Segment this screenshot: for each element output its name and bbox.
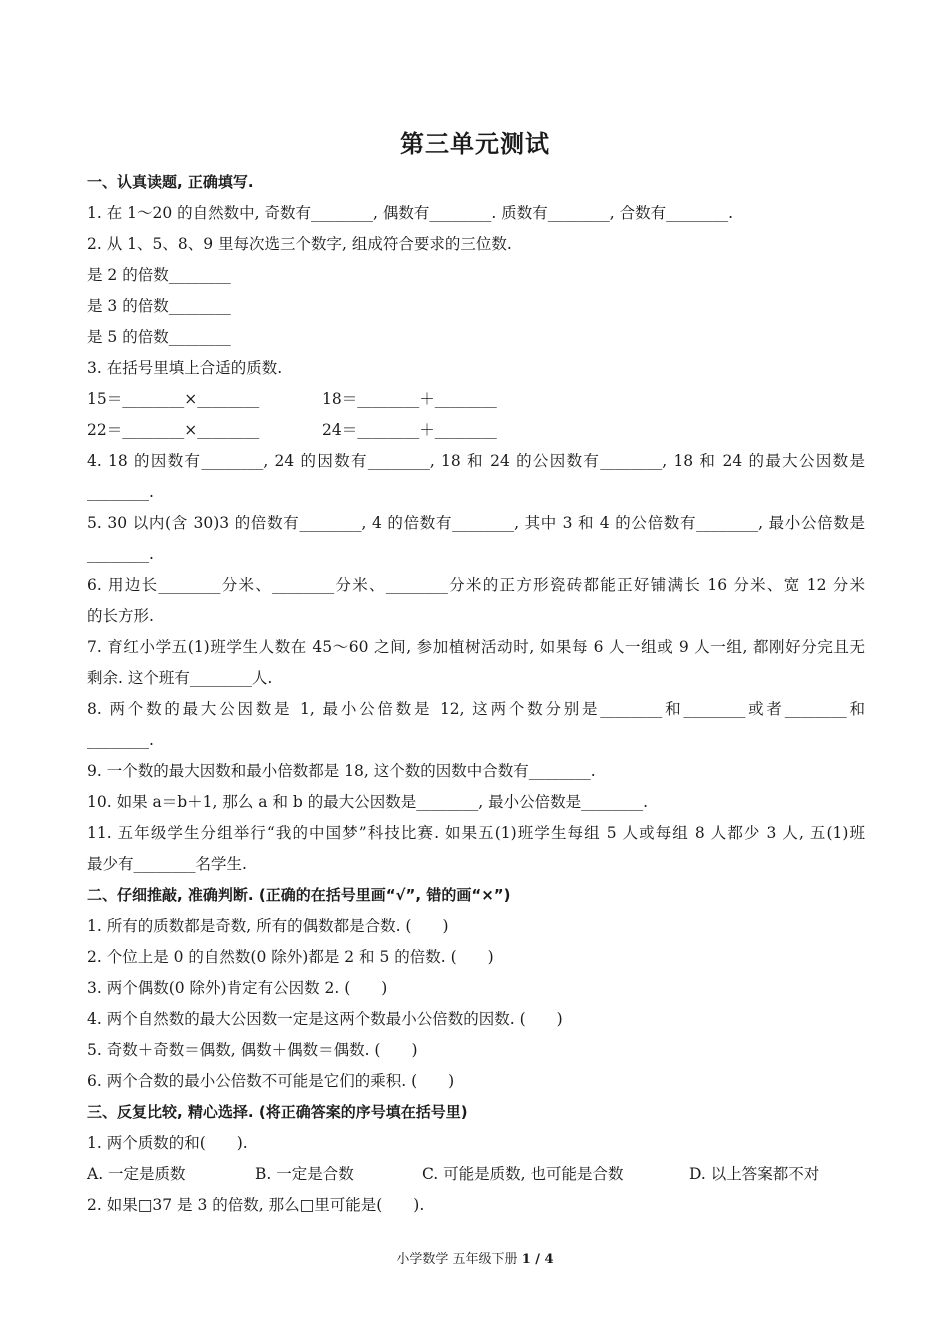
worksheet-body <box>87 170 865 1224</box>
question-1-4-line1: 4. 18 的因数有________, 24 的因数有________, 18 和 24 的公因数有________, 18 和 24 的最大公因数是 <box>87 452 865 470</box>
question-1-8-line1: 8. 两个数的最大公因数是 1, 最小公倍数是 12, 这两个数分别是________和________或者________和 <box>87 700 865 718</box>
question-1-3: 3. 在括号里填上合适的质数. <box>87 359 283 377</box>
question-1-2c: 是 5 的倍数________ <box>87 328 231 346</box>
question-1-7-line1: 7. 育红小学五(1)班学生人数在 45～60 之间, 参加植树活动时, 如果每 6 人一组或 9 人一组, 都刚好分完且无 <box>87 638 865 656</box>
equation-22: 22＝________×________ <box>87 421 260 439</box>
option-c: C. 可能是质数, 也可能是合数 <box>422 1165 624 1183</box>
choice-question-2: 2. 如果□37 是 3 的倍数, 那么□里可能是( ). <box>87 1196 425 1214</box>
option-a: A. 一定是质数 <box>87 1165 186 1183</box>
question-1-1: 1. 在 1～20 的自然数中, 奇数有________, 偶数有________. 质数有________, 合数有________. <box>87 204 733 222</box>
equation-15: 15＝________×________ <box>87 390 260 408</box>
question-1-7-line2: 剩余. 这个班有________人. <box>87 669 273 687</box>
question-1-8-line2: ________. <box>87 731 154 749</box>
option-d: D. 以上答案都不对 <box>689 1165 820 1183</box>
question-1-6-line2: 的长方形. <box>87 607 154 625</box>
choice-question-1: 1. 两个质数的和( ). <box>87 1134 248 1152</box>
question-1-2a: 是 2 的倍数________ <box>87 266 231 284</box>
page-title: 第三单元测试 <box>400 130 550 158</box>
question-1-5-line1: 5. 30 以内(含 30)3 的倍数有________, 4 的倍数有________, 其中 3 和 4 的公倍数有________, 最小公倍数是 <box>87 514 865 532</box>
page-number: 1 / 4 <box>521 1252 554 1267</box>
judgement-6: 6. 两个合数的最小公倍数不可能是它们的乘积. ( ) <box>87 1072 455 1090</box>
question-1-3-row1 <box>87 387 865 418</box>
judgement-4: 4. 两个自然数的最大公因数一定是这两个数最小公倍数的因数. ( ) <box>87 1010 563 1028</box>
option-b: B. 一定是合数 <box>255 1165 354 1183</box>
question-1-11-line2: 最少有________名学生. <box>87 855 247 873</box>
footer-text: 小学数学 五年级下册 <box>396 1252 522 1267</box>
question-1-3-row2 <box>87 418 865 449</box>
question-1-9: 9. 一个数的最大因数和最小倍数都是 18, 这个数的因数中合数有________. <box>87 762 596 780</box>
section3-heading: 三、反复比较, 精心选择. (将正确答案的序号填在括号里) <box>87 1103 468 1121</box>
question-1-5-line2: ________. <box>87 545 154 563</box>
judgement-1: 1. 所有的质数都是奇数, 所有的偶数都是合数. ( ) <box>87 917 449 935</box>
section1-heading: 一、认真读题, 正确填写. <box>87 173 254 191</box>
equation-18: 18＝________＋________ <box>322 390 497 408</box>
judgement-3: 3. 两个偶数(0 除外)肯定有公因数 2. ( ) <box>87 979 388 997</box>
question-1-10: 10. 如果 a＝b＋1, 那么 a 和 b 的最大公因数是________, 最小公倍数是________. <box>87 793 649 811</box>
judgement-5: 5. 奇数＋奇数＝偶数, 偶数＋偶数＝偶数. ( ) <box>87 1041 418 1059</box>
question-1-6-line1: 6. 用边长________分米、________分米、________分米的正方形瓷砖都能正好铺满长 16 分米、宽 12 分米 <box>87 576 865 594</box>
question-1-4-line2: ________. <box>87 483 154 501</box>
judgement-2: 2. 个位上是 0 的自然数(0 除外)都是 2 和 5 的倍数. ( ) <box>87 948 494 966</box>
question-1-11-line1: 11. 五年级学生分组举行“我的中国梦”科技比赛. 如果五(1)班学生每组 5 人或每组 8 人都少 3 人, 五(1)班 <box>87 824 865 842</box>
equation-24: 24＝________＋________ <box>322 421 497 439</box>
question-1-2: 2. 从 1、5、8、9 里每次选三个数字, 组成符合要求的三位数. <box>87 235 512 253</box>
section2-heading: 二、仔细推敲, 准确判断. (正确的在括号里画“√”, 错的画“×”) <box>87 886 511 904</box>
page-footer <box>0 1248 950 1267</box>
choice-1-options <box>87 1162 865 1193</box>
question-1-2b: 是 3 的倍数________ <box>87 297 231 315</box>
